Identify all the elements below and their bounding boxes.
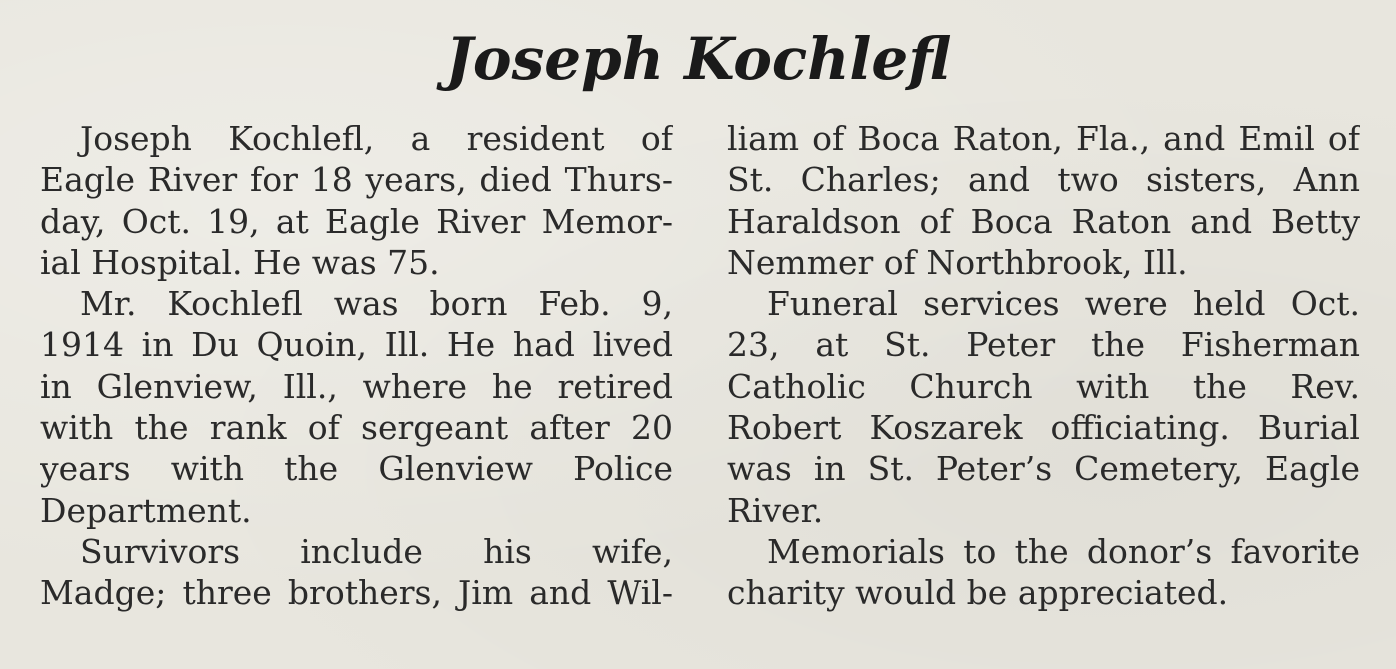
body-line: St. Charles; and two sisters, Ann <box>727 160 1360 200</box>
obituary-headline: Joseph Kochlefl <box>445 25 951 93</box>
body-line: 23, at St. Peter the Fisherman <box>727 325 1360 365</box>
body-line: with the rank of sergeant after 20 <box>40 408 673 448</box>
body-line: years with the Glenview Police <box>40 449 673 489</box>
body-line: ial Hospital. He was 75. <box>40 242 440 282</box>
body-line: Nemmer of Northbrook, Ill. <box>727 242 1188 282</box>
body-line: Madge; three brothers, Jim and Wil- <box>40 573 673 613</box>
body-line: day, Oct. 19, at Eagle River Memor- <box>40 201 673 241</box>
right-column <box>727 118 1360 614</box>
body-line: charity would be appreciated. <box>727 573 1229 613</box>
body-line: liam of Boca Raton, Fla., and Emil of <box>727 119 1360 158</box>
body-line: Joseph Kochlefl, a resident of <box>80 119 673 158</box>
left-column <box>40 118 673 614</box>
body-line: Department. <box>40 490 252 530</box>
body-line: was in St. Peter’s Cemetery, Eagle <box>727 449 1360 489</box>
body-line: River. <box>727 490 824 530</box>
body-line: Funeral services were held Oct. <box>767 284 1360 324</box>
body-line: Survivors include his wife, <box>80 531 673 571</box>
body-line: Haraldson of Boca Raton and Betty <box>727 201 1360 241</box>
body-line: Memorials to the donor’s favorite <box>767 531 1360 571</box>
body-line: Robert Koszarek officiating. Burial <box>727 408 1360 448</box>
body-line: Catholic Church with the Rev. <box>727 366 1360 406</box>
body-line: Eagle River for 18 years, died Thurs- <box>40 160 673 200</box>
body-line: in Glenview, Ill., where he retired <box>40 366 673 406</box>
body-line: 1914 in Du Quoin, Ill. He had lived <box>40 325 673 365</box>
body-line: Mr. Kochlefl was born Feb. 9, <box>80 284 673 324</box>
